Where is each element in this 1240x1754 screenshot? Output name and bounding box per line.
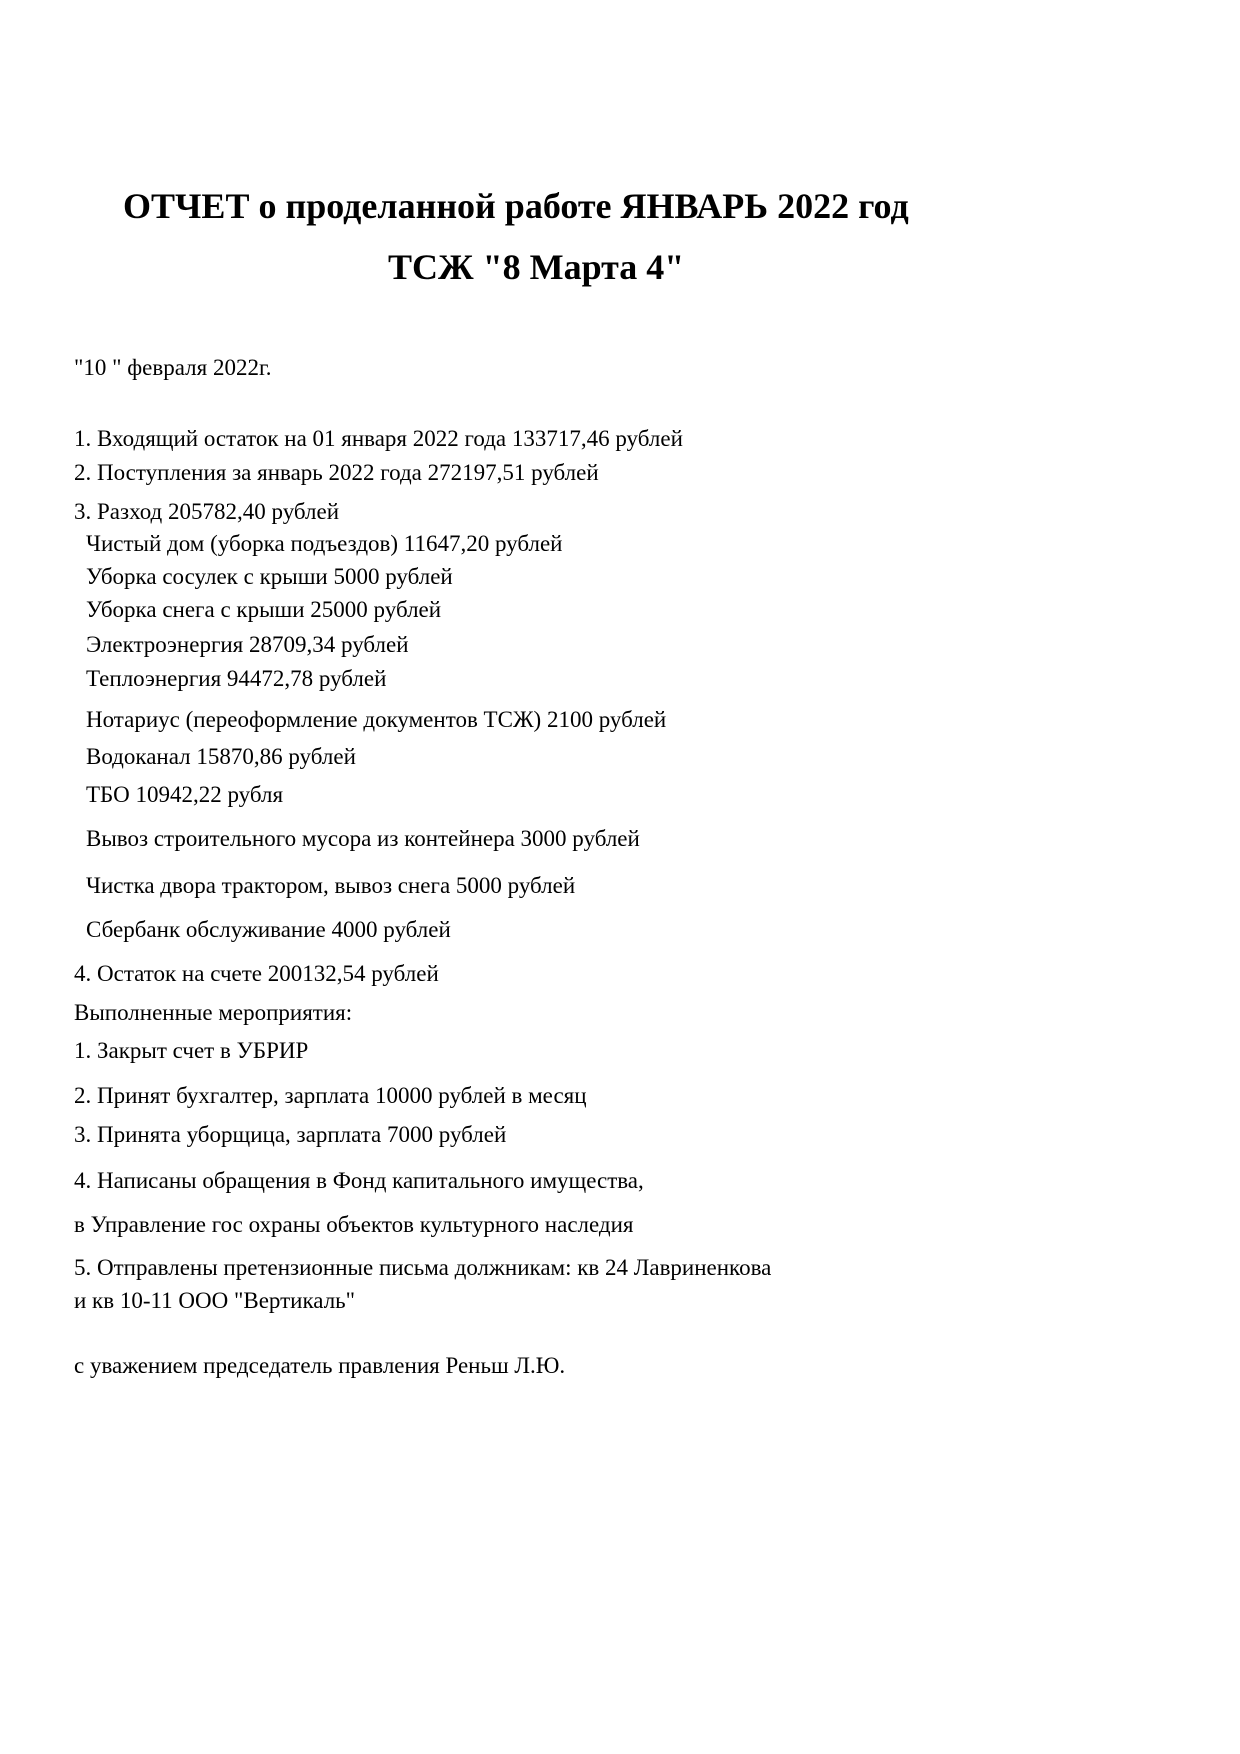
activity-item: 3. Принята уборщица, зарплата 7000 рублей bbox=[74, 1122, 507, 1147]
expense-item: Водоканал 15870,86 рублей bbox=[86, 744, 356, 769]
expense-item: Чистый дом (уборка подъездов) 11647,20 рублей bbox=[86, 531, 563, 556]
expense-item: Сбербанк обслуживание 4000 рублей bbox=[86, 917, 451, 942]
expense-total: 3. Разход 205782,40 рублей bbox=[74, 499, 340, 524]
activity-item: и кв 10-11 ООО "Вертикаль" bbox=[74, 1288, 356, 1313]
expense-item: Теплоэнергия 94472,78 рублей bbox=[86, 666, 387, 691]
activities-heading: Выполненные мероприятия: bbox=[74, 1000, 353, 1025]
expense-item: Вывоз строительного мусора из контейнера 3000 рублей bbox=[86, 826, 640, 851]
activity-item: 5. Отправлены претензионные письма должникам: кв 24 Лавриненкова bbox=[74, 1255, 772, 1280]
expense-item: Электроэнергия 28709,34 рублей bbox=[86, 632, 409, 657]
expense-item: Уборка сосулек с крыши 5000 рублей bbox=[86, 564, 453, 589]
expense-item: Чистка двора трактором, вывоз снега 5000 рублей bbox=[86, 873, 576, 898]
report-date: "10 " февраля 2022г. bbox=[74, 355, 272, 380]
opening-balance: 1. Входящий остаток на 01 января 2022 года 133717,46 рублей bbox=[74, 426, 683, 451]
closing-balance: 4. Остаток на счете 200132,54 рублей bbox=[74, 961, 439, 986]
activity-item: 4. Написаны обращения в Фонд капитального имущества, bbox=[74, 1168, 644, 1193]
income-line: 2. Поступления за январь 2022 года 272197,51 рублей bbox=[74, 460, 599, 485]
activity-item: в Управление гос охраны объектов культурного наследия bbox=[74, 1212, 634, 1237]
expense-item: ТБО 10942,22 рубля bbox=[86, 782, 284, 807]
activity-item: 2. Принят бухгалтер, зарплата 10000 рублей в месяц bbox=[74, 1083, 587, 1108]
activity-item: 1. Закрыт счет в УБРИР bbox=[74, 1038, 309, 1063]
organization-name: ТСЖ "8 Марта 4" bbox=[388, 247, 685, 287]
report-title: ОТЧЕТ о проделанной работе ЯНВАРЬ 2022 год bbox=[123, 186, 909, 226]
expense-item: Уборка снега с крыши 25000 рублей bbox=[86, 597, 442, 622]
signature: с уважением председатель правления Реньш Л.Ю. bbox=[74, 1353, 566, 1378]
expense-item: Нотариус (переоформление документов ТСЖ) 2100 рублей bbox=[86, 707, 667, 732]
